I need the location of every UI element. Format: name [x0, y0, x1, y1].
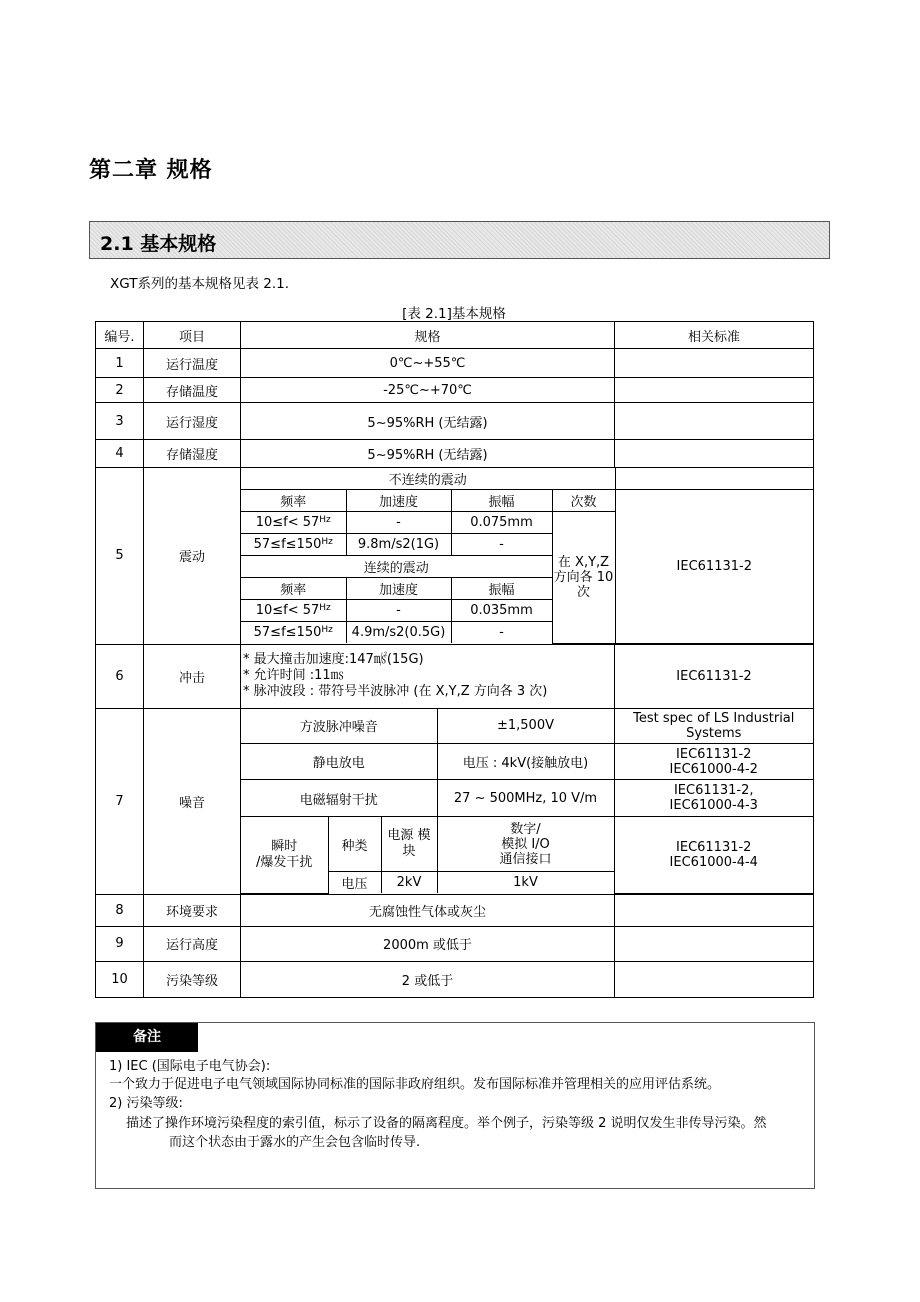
row-no: 2	[96, 378, 144, 403]
freq-cell: $10\le f< 57^{Hz}$	[241, 512, 346, 534]
note-line: 2) 污染等级:	[109, 1096, 183, 1111]
vibration-block	[241, 468, 814, 645]
row-no: 7	[96, 708, 144, 894]
noise-standard: IEC61131-2 IEC61000-4-2	[614, 744, 813, 780]
section-header	[89, 221, 830, 259]
amp-cell: 0.075mm	[451, 512, 552, 534]
row-item: 噪音	[144, 708, 241, 894]
row-no: 1	[96, 349, 144, 378]
table-row	[96, 894, 814, 926]
amp-cell: 0.035mm	[451, 600, 552, 622]
accel-cell: -	[346, 512, 451, 534]
noise-name: 方波脉冲噪音	[241, 709, 437, 744]
burst-standard: IEC61131-2 IEC61000-4-4	[614, 817, 813, 894]
burst-power-value: 2kV	[381, 872, 437, 894]
row-spec: 2 或低于	[241, 961, 615, 997]
burst-kind: 种类	[328, 817, 381, 872]
row-spec: 0℃~+55℃	[241, 349, 615, 378]
row-item: 运行高度	[144, 926, 241, 961]
shock-spec: * 最大撞击加速度:147㎨(15G) * 允许时间 :11㎳ * 脉冲波段 : 带符号半波脉冲 (在 X,Y,Z 方向各 3 次)	[241, 644, 615, 708]
table-row	[96, 403, 814, 440]
row-standard: IEC61131-2	[615, 644, 814, 708]
table-header-row	[96, 322, 814, 349]
table-row	[96, 440, 814, 468]
noise-block	[241, 708, 814, 894]
table-row-noise	[96, 708, 814, 894]
row-item: 运行温度	[144, 349, 241, 378]
row-item: 存储湿度	[144, 440, 241, 468]
row-spec: 5~95%RH (无结露)	[241, 440, 615, 468]
note-line: 描述了操作环境污染程度的索引值，标示了设备的隔离程度。举个例子，污染等级 2 说明仅发生非传导污染。然	[126, 1116, 767, 1131]
header-item: 项目	[144, 322, 241, 349]
row-no: 5	[96, 468, 144, 645]
note-box	[95, 1022, 815, 1189]
accel-cell: 4.9m/s2(0.5G)	[346, 622, 451, 644]
row-standard	[615, 926, 814, 961]
row-no: 6	[96, 644, 144, 708]
row-no: 4	[96, 440, 144, 468]
row-standard	[615, 349, 814, 378]
noise-value: 电压 : 4kV(接触放电)	[437, 744, 614, 780]
burst-io: 数字/ 模拟 I/O 通信接口	[437, 817, 614, 872]
row-item: 运行湿度	[144, 403, 241, 440]
row-standard	[615, 961, 814, 997]
row-no: 3	[96, 403, 144, 440]
table-row	[96, 378, 814, 403]
row-standard	[615, 403, 814, 440]
note-title: 备注	[96, 1023, 198, 1052]
vibration-table	[241, 468, 813, 644]
note-line: 一个致力于促进电子电气领域国际协同标准的国际非政府组织。发布国际标准并管理相关的应用评估系统。	[109, 1077, 721, 1092]
row-item: 存储温度	[144, 378, 241, 403]
freq-cell: $57\le f\le 150^{Hz}$	[241, 534, 346, 556]
noise-value: ±1,500V	[437, 709, 614, 744]
noncontinuous-title: 不连续的震动	[241, 468, 615, 490]
noise-name: 电磁辐射干扰	[241, 780, 437, 817]
accel-cell: 9.8m/s2(1G)	[346, 534, 451, 556]
row-spec: 2000m 或低于	[241, 926, 615, 961]
noise-standard: IEC61131-2, IEC61000-4-3	[614, 780, 813, 817]
burst-io-value: 1kV	[437, 872, 614, 894]
continuous-title: 连续的震动	[241, 556, 552, 578]
row-standard	[615, 378, 814, 403]
col-accel: 加速度	[346, 578, 451, 600]
table-row	[96, 349, 814, 378]
noise-name: 静电放电	[241, 744, 437, 780]
burst-name: 瞬时 /爆发干扰	[241, 817, 328, 894]
noise-value: 27 ~ 500MHz, 10 V/m	[437, 780, 614, 817]
accel-cell: -	[346, 600, 451, 622]
row-item: 冲击	[144, 644, 241, 708]
row-no: 9	[96, 926, 144, 961]
col-freq: 频率	[241, 490, 346, 512]
row-item: 污染等级	[144, 961, 241, 997]
noise-standard: Test spec of LS Industrial Systems	[614, 709, 813, 744]
row-no: 10	[96, 961, 144, 997]
amp-cell: -	[451, 534, 552, 556]
table-row-shock	[96, 644, 814, 708]
amp-cell: -	[451, 622, 552, 644]
intro-text: XGT系列的基本规格见表 2.1.	[110, 276, 290, 292]
table-row	[96, 926, 814, 961]
row-no: 8	[96, 894, 144, 926]
row-standard	[615, 440, 814, 468]
spec-table	[95, 321, 814, 998]
vibration-standard: IEC61131-2	[615, 490, 813, 644]
header-no: 编号.	[96, 322, 144, 349]
table-row	[96, 961, 814, 997]
col-freq: 频率	[241, 578, 346, 600]
note-line: 而这个状态由于露水的产生会包含临时传导.	[169, 1135, 421, 1150]
header-standard: 相关标准	[615, 322, 814, 349]
row-standard	[615, 894, 814, 926]
table-caption: [表 2.1]基本规格	[402, 306, 506, 322]
row-spec: 5~95%RH (无结露)	[241, 403, 615, 440]
table-row-vibration	[96, 468, 814, 645]
freq-cell: $57\le f\le 150^{Hz}$	[241, 622, 346, 644]
col-amp: 振幅	[451, 578, 552, 600]
col-count: 次数	[552, 490, 615, 512]
col-accel: 加速度	[346, 490, 451, 512]
row-spec: 无腐蚀性气体或灰尘	[241, 894, 615, 926]
row-spec: -25℃~+70℃	[241, 378, 615, 403]
noise-table	[241, 709, 813, 894]
burst-volt: 电压	[328, 872, 381, 894]
col-amp: 振幅	[451, 490, 552, 512]
note-line: 1) IEC (国际电子电气协会):	[109, 1059, 271, 1074]
section-title: 2.1 基本规格	[100, 233, 217, 255]
burst-power: 电源 模块	[381, 817, 437, 872]
row-item: 环境要求	[144, 894, 241, 926]
header-spec: 规格	[241, 322, 615, 349]
row-item: 震动	[144, 468, 241, 645]
chapter-title: 第二章 规格	[89, 157, 213, 183]
count-cell: 在 X,Y,Z 方向各 10 次	[552, 512, 615, 644]
freq-cell: $10\le f< 57^{Hz}$	[241, 600, 346, 622]
